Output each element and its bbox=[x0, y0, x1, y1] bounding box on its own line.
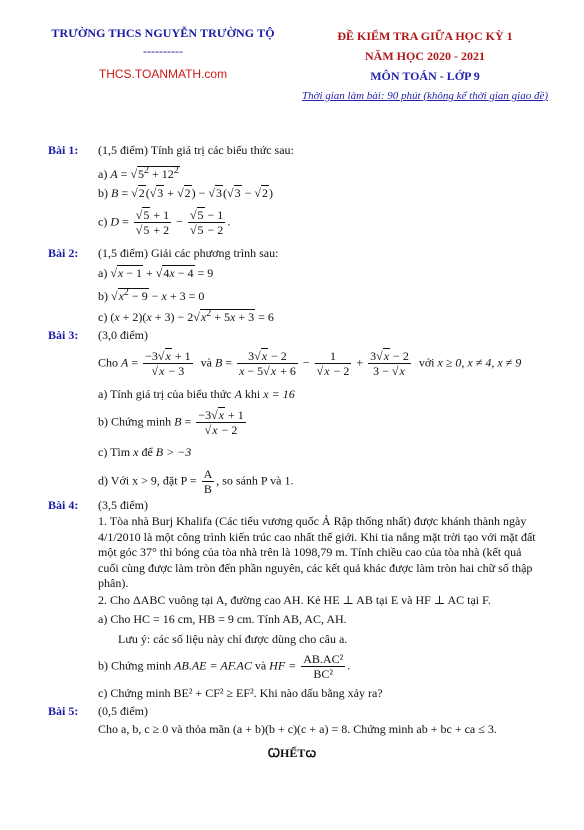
end-mark: ꞶHẾTꞷ bbox=[267, 746, 317, 760]
bai4-part2: 2. Cho ΔABC vuông tại A, đường cao AH. Kẻ HE ⊥ AB tại E và HF ⊥ AC tại F. bbox=[98, 593, 491, 607]
bai4-a: a) Cho HC = 16 cm, HB = 9 cm. Tính AB, AC, AH. bbox=[98, 612, 347, 626]
bai3-a: a) Tính giá trị của biểu thức A khi x = 16 bbox=[98, 387, 295, 401]
bai1-b: b) B = √2(√3 + √2) − √3(√3 − √2) bbox=[98, 186, 273, 200]
bai4-label: Bài 4: bbox=[48, 498, 79, 512]
school-name: TRƯỜNG THCS NGUYỄN TRƯỜNG TỘ bbox=[51, 26, 275, 40]
bai3-label: Bài 3: bbox=[48, 328, 79, 342]
school-header bbox=[48, 26, 278, 81]
bai2-intro: (1,5 điểm) Giải các phương trình sau: bbox=[98, 246, 279, 260]
bai3-d: d) Với x > 9, đặt P = $\frac{A}{B}$ , so sánh P và 1. bbox=[98, 467, 294, 496]
bai4-part1: 1. Tòa nhà Burj Khalifa (Các tiểu vương quốc Ả Rập thống nhất) được khánh thành ngày 4/1/2010 là một công trình kiến trúc cao nhất thế giới. Khi tia nắng mặt trời tạo với mặt đất một góc 37° thì bóng của tòa nhà trên là 1098,79 m. Tính chiều cao của tòa nhà (kết quả cuối cùng được làm tròn đến phần nguyên, các kết quả khác được làm tròn hai chữ số thập phân). bbox=[98, 514, 536, 590]
bai4-note: Lưu ý: các số liệu này chỉ được dùng cho câu a. bbox=[118, 632, 348, 646]
bai3-c: c) Tìm x để B > −3 bbox=[98, 445, 192, 459]
school-year: NĂM HỌC 2020 - 2021 bbox=[365, 49, 485, 63]
bai3-given: Cho A = $\frac{-3√x + 1}{√x - 3}$ và B = $\frac{3√x - 2}{x - 5√x + 6}$ − $\frac{1}{√x - 2}$ + $\frac{3√x - 2}{3 - √x}$ với x ≥ 0, x ≠ 4, x ≠ 9 bbox=[98, 349, 522, 378]
bai5-intro: (0,5 điểm) bbox=[98, 704, 148, 718]
bai5-text: Cho a, b, c ≥ 0 và thỏa mãn (a + b)(b + c)(c + a) = 8. Chứng minh ab + bc + ca ≤ 3. bbox=[98, 722, 497, 736]
bai2-a: a) √x − 1 + √4x − 4 = 9 bbox=[98, 266, 214, 280]
time-limit: Thời gian làm bài: 90 phút (không kể thời gian giao đề) bbox=[301, 90, 549, 102]
bai1-a: a) $A = √5^2 + 12^2$ bbox=[98, 165, 179, 181]
bai4-c: c) Chứng minh BE² + CF² ≥ EF². Khi nào dấu bằng xảy ra? bbox=[98, 686, 383, 700]
bai1-label: Bài 1: bbox=[48, 143, 79, 157]
bai4-intro: (3,5 điểm) bbox=[98, 498, 148, 512]
bai2-b: b) $√x^2 - 9 - x + 3 = 0$ bbox=[98, 287, 205, 303]
bai1-c: c) D = $\frac{√5 + 1}{√5 + 2}$ − $\frac{√5 - 1}{√5 - 2}$ . bbox=[98, 208, 231, 237]
subject: MÔN TOÁN - LỚP 9 bbox=[370, 69, 480, 83]
bai5-label: Bài 5: bbox=[48, 704, 79, 718]
bai2-label: Bài 2: bbox=[48, 246, 79, 260]
separator-dash: ---------- bbox=[143, 44, 183, 58]
bai1-intro: (1,5 điểm) Tính giá trị các biểu thức sau: bbox=[98, 143, 294, 157]
site-name: THCS.TOANMATH.com bbox=[98, 67, 228, 81]
bai3-b: b) Chứng minh B = $\frac{-3√x + 1}{√x - 2}$ bbox=[98, 408, 244, 437]
bai3-intro: (3,0 điểm) bbox=[98, 328, 148, 342]
exam-title: ĐỀ KIỂM TRA GIỮA HỌC KỲ 1 bbox=[337, 29, 513, 43]
exam-header bbox=[290, 26, 560, 106]
bai2-c: c) $(x + 2)(x + 3) - 2√x^2 + 5x + 3 = 6$ bbox=[98, 308, 274, 324]
bai4-b: b) Chứng minh AB.AE = AF.AC và HF = $\frac{\text{AB.AC²}}{\text{BC²}}$ . bbox=[98, 652, 351, 681]
